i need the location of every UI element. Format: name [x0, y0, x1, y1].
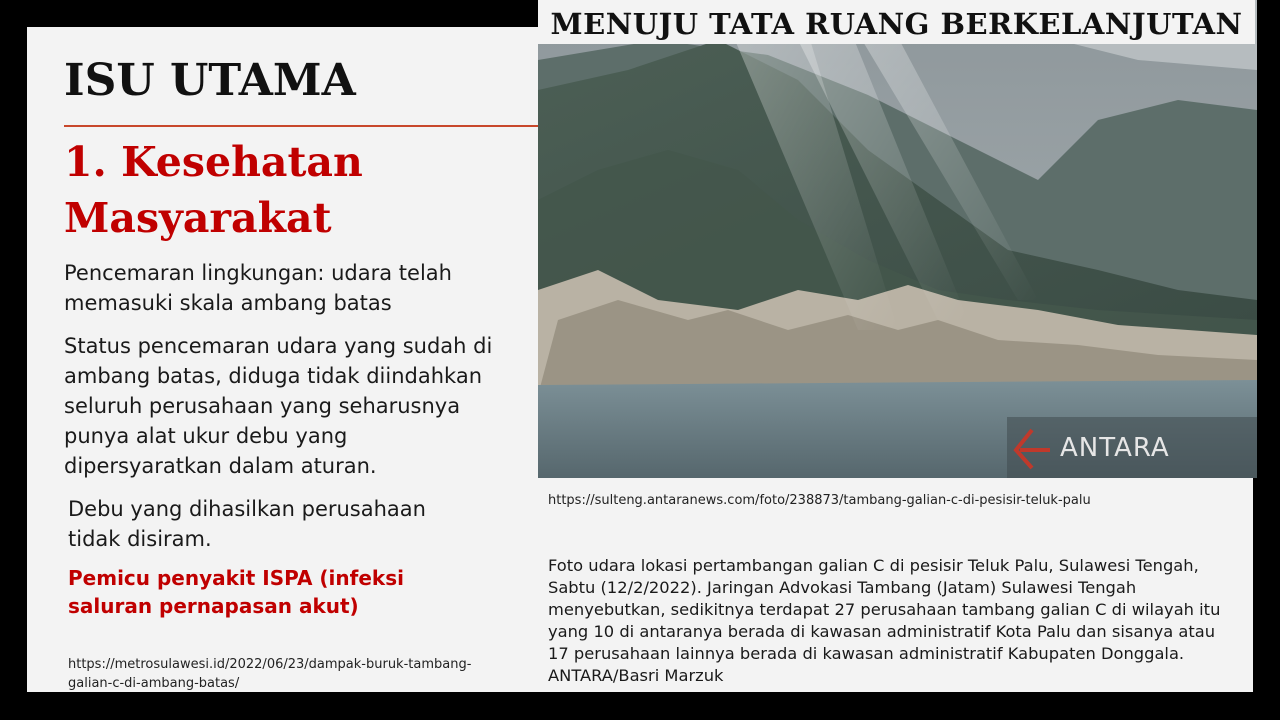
photo-caption: Foto udara lokasi pertambangan galian C di pesisir Teluk Palu, Sulawesi Tengah, Sabtu (12/2/2022). Jaringan Advokasi Tambang (Jatam) Sulawesi Tengah menyebutkan, sedikitnya terdapat 27 perusahaan tambang galian C di wilayah itu yang 10 di antaranya berada di kawasan administratif Kota Palu dan sisanya atau 17 perusahaan lainnya berada di kawasan administratif Kabupaten Donggala. ANTARA/Basri Marzuk — [548, 556, 1221, 685]
page-title: ISU UTAMA — [64, 55, 356, 106]
paragraph-pollution: Pencemaran lingkungan: udara telah memasuki skala ambang batas — [64, 261, 452, 315]
aerial-photo-illustration — [538, 0, 1257, 478]
ispa-highlight: Pemicu penyakit ISPA (infeksi saluran pernapasan akut) — [68, 566, 404, 618]
source-link-right[interactable]: https://sulteng.antaranews.com/foto/238873/tambang-galian-c-di-pesisir-teluk-palu — [548, 493, 1091, 508]
section-heading: 1. Kesehatan Masyarakat — [64, 138, 363, 242]
paragraph-status: Status pencemaran udara yang sudah di ambang batas, diduga tidak diindahkan seluruh perusahaan yang seharusnya punya alat ukur debu yang dipersyaratkan dalam aturan. — [64, 334, 493, 478]
aerial-photo — [538, 0, 1257, 478]
title-divider — [64, 125, 538, 127]
source-link-left[interactable]: https://metrosulawesi.id/2022/06/23/dampak-buruk-tambang-galian-c-di-ambang-batas/ — [68, 657, 472, 691]
antara-watermark: ANTARA — [1060, 433, 1170, 463]
paragraph-dust: Debu yang dihasilkan perusahaan tidak disiram. — [68, 497, 426, 551]
banner-title: MENUJU TATA RUANG BERKELANJUTAN — [538, 0, 1255, 44]
